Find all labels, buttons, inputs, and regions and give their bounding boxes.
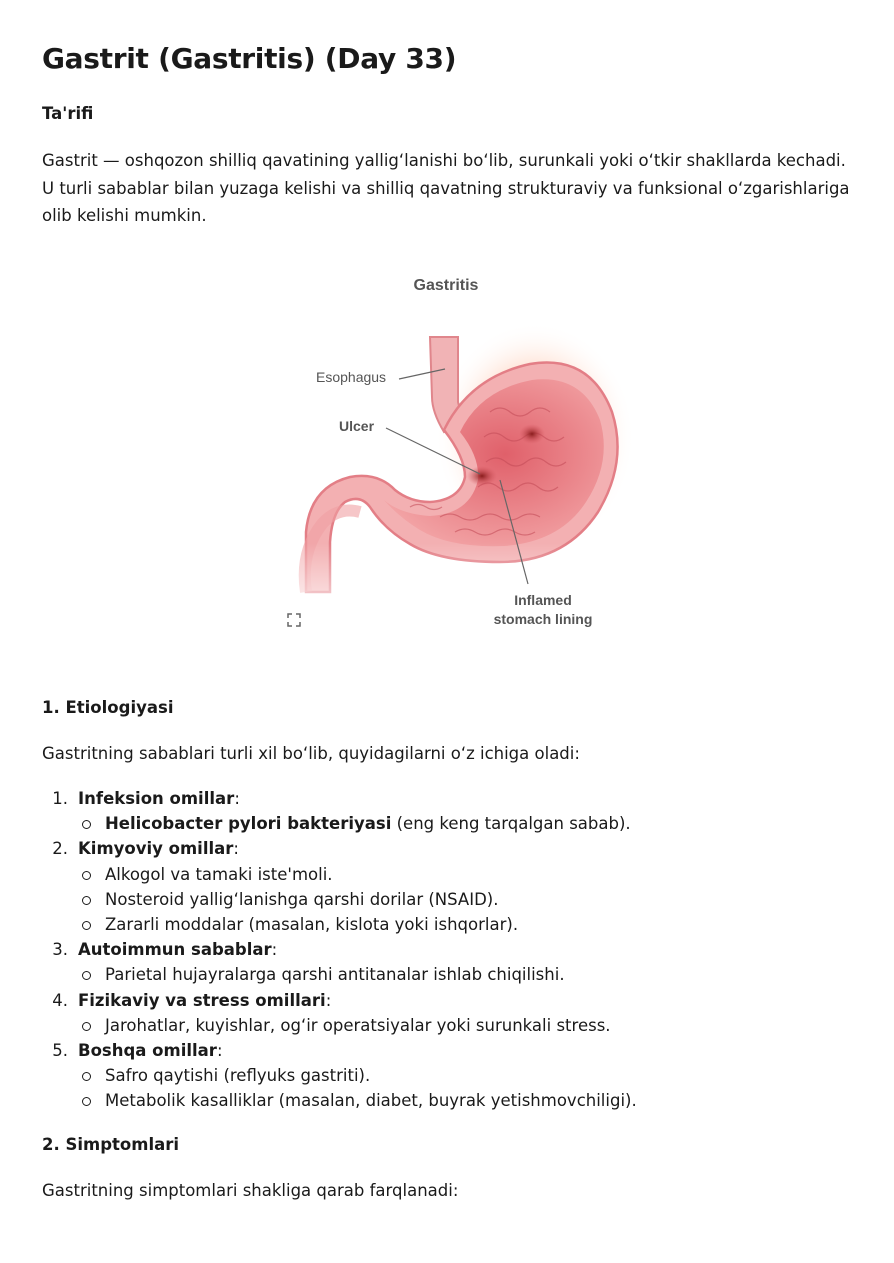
symptoms-intro: Gastritning simptomlari shakliga qarab farqlanadi:	[42, 1181, 459, 1200]
list-number: 4.	[52, 990, 68, 1010]
list-number: 5.	[52, 1041, 68, 1061]
list-number: 1.	[52, 789, 68, 808]
bullet-icon	[82, 820, 91, 829]
sub-list-item: Nosteroid yallig‘lanishga qarshi dorilar (NSAID).	[78, 887, 637, 912]
gastritis-illustration	[260, 262, 640, 637]
item-title: Infeksion omillar	[78, 789, 235, 808]
definition-text: Gastrit — oshqozon shilliq qavatining yallig‘lanishi bo‘lib, surunkali yoki o‘tkir shakllarda kechadi. U turli sabablar bilan yuzaga kelishi va shilliq qavatning strukturaviy va funksional o‘zgarishlariga olib kelishi mumkin.	[42, 151, 850, 225]
list-item: 1. Infeksion omillar: Helicobacter pylori bakteriyasi (eng keng tarqalgan sabab).	[42, 786, 637, 836]
list-item: 2. Kimyoviy omillar: Alkogol va tamaki iste'moli. Nosteroid yallig‘lanishga qarshi dorilar (NSAID). Zararli moddalar (masalan, kislota yoki ishqorlar).	[42, 836, 637, 937]
label-esophagus: Esophagus	[316, 369, 387, 385]
item-title: Fizikaviy va stress omillari	[78, 990, 326, 1010]
definition-heading: Ta'rifi	[42, 104, 94, 123]
etiology-intro: Gastritning sabablari turli xil bo‘lib, quyidagilarni o‘z ichiga oladi:	[42, 744, 580, 763]
sub-list-item: Alkogol va tamaki iste'moli.	[78, 862, 637, 887]
label-ulcer: Ulcer	[339, 418, 375, 434]
sub-list-item: Metabolik kasalliklar (masalan, diabet, buyrak yetishmovchiligi).	[78, 1088, 637, 1113]
page-title: Gastrit (Gastritis) (Day 33)	[42, 42, 457, 75]
bullet-icon	[82, 871, 91, 880]
symptoms-heading: 2. Simptomlari	[42, 1135, 180, 1154]
sub-list-item: Jarohatlar, kuyishlar, og‘ir operatsiyalar yoki surunkali stress.	[78, 1013, 637, 1038]
list-item: 4. Fizikaviy va stress omillari: Jarohatlar, kuyishlar, og‘ir operatsiyalar yoki surunkali stress.	[42, 988, 637, 1038]
sub-list-item: Parietal hujayralarga qarshi antitanalar ishlab chiqilishi.	[78, 962, 637, 987]
bullet-icon	[82, 896, 91, 905]
bullet-icon	[82, 971, 91, 980]
list-item: 5. Boshqa omillar: Safro qaytishi (reflyuks gastriti). Metabolik kasalliklar (masalan, diabet, buyrak yetishmovchiligi).	[42, 1038, 637, 1114]
label-inflamed-1: Inflamed	[514, 592, 572, 608]
bullet-icon	[82, 1097, 91, 1106]
etiology-heading: 1. Etiologiyasi	[42, 698, 174, 717]
source-logo-icon	[285, 611, 303, 629]
bullet-icon	[82, 1072, 91, 1081]
label-inflamed-2: stomach lining	[493, 611, 593, 627]
stomach-diagram	[260, 262, 640, 637]
sub-list-item: Safro qaytishi (reflyuks gastriti).	[78, 1063, 637, 1088]
list-number: 2.	[52, 839, 68, 859]
bullet-icon	[82, 921, 91, 930]
list-item: 3. Autoimmun sabablar: Parietal hujayralarga qarshi antitanalar ishlab chiqilishi.	[42, 937, 637, 987]
etiology-list	[42, 786, 637, 1114]
sub-list-item: Zararli moddalar (masalan, kislota yoki ishqorlar).	[78, 912, 637, 937]
item-title: Autoimmun sabablar	[78, 940, 272, 960]
item-title: Boshqa omillar	[78, 1041, 217, 1061]
sub-list-item: Helicobacter pylori bakteriyasi (eng keng tarqalgan sabab).	[78, 811, 637, 836]
list-number: 3.	[52, 940, 68, 960]
item-title: Kimyoviy omillar	[78, 839, 234, 859]
bullet-icon	[82, 1022, 91, 1031]
